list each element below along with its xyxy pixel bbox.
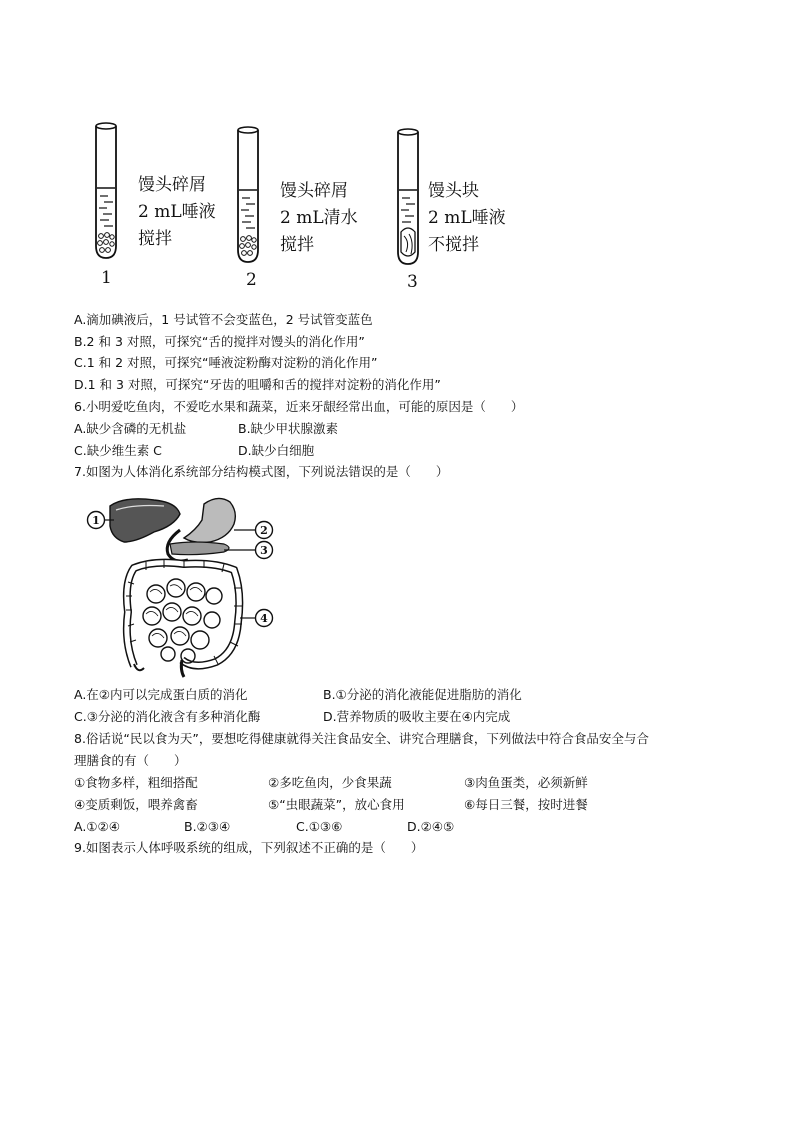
q5-option-a: A.滴加碘液后，1 号试管不会变蓝色，2 号试管变蓝色: [74, 312, 373, 327]
test-tube-2-labels: [280, 178, 358, 259]
q9-stem: 9.如图表示人体呼吸系统的组成，下列叙述不正确的是（ ）: [74, 840, 424, 855]
test-tube-3-illustration: [390, 128, 430, 268]
test-tube-2-illustration: [230, 126, 270, 266]
q8-option-d: D.②④⑤: [407, 819, 455, 834]
q8-stem-line-1: 8.俗话说“民以食为天”，要想吃得健康就得关注食品安全、讲究合理膳食，下列做法中符合食品安全与合: [74, 731, 649, 746]
test-tube-1-illustration: [88, 122, 128, 262]
q8-option-c: C.①③⑥: [296, 819, 343, 834]
q7-option-d: D.营养物质的吸收主要在④内完成: [323, 709, 511, 724]
q8-item-1: ①食物多样，粗细搭配: [74, 775, 198, 790]
q8-item-4: ④变质剩饭，喂养禽畜: [74, 797, 198, 812]
q8-option-b: B.②③④: [184, 819, 231, 834]
q8-item-2: ②多吃鱼肉，少食果蔬: [268, 775, 392, 790]
svg-text:4: 4: [260, 612, 268, 625]
svg-text:2: 2: [260, 524, 268, 537]
q6-option-d: D.缺少白细胞: [238, 443, 315, 458]
q7-option-a: A.在②内可以完成蛋白质的消化: [74, 687, 248, 702]
q8-option-a: A.①②④: [74, 819, 120, 834]
tube-2-liquid: 2 mL清水: [280, 208, 358, 228]
tube-1-content: 馒头碎屑: [138, 175, 206, 195]
q8-item-5: ⑤“虫眼蔬菜”，放心食用: [268, 797, 405, 812]
q8-stem-line-2: 理膳食的有（ ）: [74, 753, 187, 768]
q6-option-c: C.缺少维生素 C: [74, 443, 162, 458]
tube-1-liquid: 2 mL唾液: [138, 202, 216, 222]
digestive-system-figure: [84, 492, 284, 677]
tube-3-liquid: 2 mL唾液: [428, 208, 506, 228]
q7-option-b: B.①分泌的消化液能促进脂肪的消化: [323, 687, 522, 702]
tube-3-action: 不搅拌: [428, 235, 479, 255]
q7-option-c: C.③分泌的消化液含有多种消化酶: [74, 709, 261, 724]
q5-option-d: D.1 和 3 对照，可探究“牙齿的咀嚼和舌的搅拌对淀粉的消化作用”: [74, 377, 441, 392]
q6-stem: 6.小明爱吃鱼肉，不爱吃水果和蔬菜，近来牙龈经常出血，可能的原因是（ ）: [74, 399, 524, 414]
q8-item-3: ③肉鱼蛋类，必须新鲜: [464, 775, 588, 790]
q5-option-b: B.2 和 3 对照，可探究“舌的搅拌对馒头的消化作用”: [74, 334, 365, 349]
tube-3-content: 馒头块: [428, 181, 479, 201]
test-tube-1-labels: [138, 172, 216, 253]
test-tube-3-labels: [428, 178, 506, 259]
test-tube-2-number: 2: [246, 270, 257, 290]
test-tube-1-number: 1: [101, 268, 112, 288]
tube-1-action: 搅拌: [138, 229, 172, 249]
q8-item-6: ⑥每日三餐，按时进餐: [464, 797, 588, 812]
q6-option-a: A.缺少含磷的无机盐: [74, 421, 187, 436]
q6-option-b: B.缺少甲状腺激素: [238, 421, 339, 436]
q7-stem: 7.如图为人体消化系统部分结构模式图，下列说法错误的是（ ）: [74, 464, 449, 479]
svg-text:3: 3: [260, 544, 268, 557]
tube-2-content: 馒头碎屑: [280, 181, 348, 201]
test-tube-3-number: 3: [407, 272, 418, 292]
svg-text:1: 1: [92, 514, 100, 527]
tube-2-action: 搅拌: [280, 235, 314, 255]
q5-option-c: C.1 和 2 对照，可探究“唾液淀粉酶对淀粉的消化作用”: [74, 355, 378, 370]
